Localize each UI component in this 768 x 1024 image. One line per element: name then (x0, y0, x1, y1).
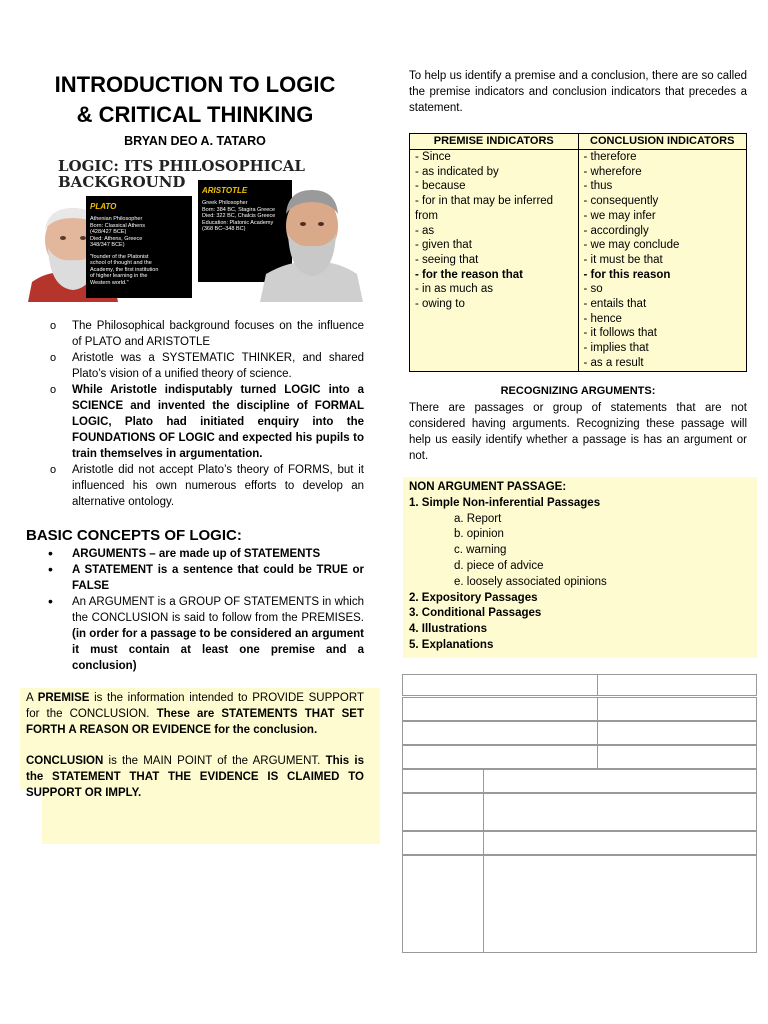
plato-info-line: 348/347 BCE) (90, 242, 125, 248)
premise-indicators-header: PREMISE INDICATORS (410, 134, 579, 150)
premise-indicator: - given that (415, 239, 472, 252)
banner-title-line-1: LOGIC: ITS PHILOSOPHICAL (58, 157, 305, 175)
conclusion-indicator: - we may infer (583, 209, 656, 222)
indicators-table (409, 133, 747, 372)
conclusion-indicators-cell (578, 150, 747, 372)
aristotle-name: ARISTOTLE (202, 186, 248, 195)
conclusion-text: is the MAIN POINT of the ARGUMENT. (103, 755, 326, 767)
non-argument-heading: NON ARGUMENT PASSAGE: (409, 481, 567, 493)
conclusion-definition (26, 753, 364, 801)
conclusion-indicator: - so (583, 283, 603, 296)
premise-indicator: - as (415, 224, 435, 237)
conclusion-indicator: - hence (583, 312, 622, 325)
list-item: 1. Simple Non-inferential Passages (409, 496, 601, 509)
title-line-2: & CRITICAL THINKING (76, 102, 314, 127)
conclusion-emphasis: This is the STATEMENT THAT THE EVIDENCE IS CLAIMED TO SUPPORT OR IMPLY. (26, 755, 364, 799)
sub-list-item: c. warning (454, 544, 507, 557)
banner-title-line-2: BACKGROUND (58, 173, 186, 191)
philosophers-banner-image (28, 152, 363, 302)
list-item: 2. Expository Passages (409, 591, 538, 604)
aristotle-info-line: Died: 322 BC, Chalcis Greece (202, 213, 276, 219)
page-title (30, 70, 360, 130)
premise-indicator: - in as much as (415, 283, 493, 296)
table-cell (597, 745, 757, 769)
bullet-icon: • (48, 593, 53, 609)
plato-info-line: Died: Athens, Greece (90, 235, 143, 242)
list-item (30, 562, 364, 594)
table-cell (483, 831, 757, 855)
empty-table-grid (400, 672, 758, 955)
table-cell (483, 855, 757, 953)
premise-definition (26, 690, 364, 738)
recognizing-arguments-heading: RECOGNIZING ARGUMENTS: (500, 385, 656, 397)
aristotle-info-line: (368 BC–348 BC) (202, 226, 246, 232)
conclusion-indicator: - consequently (583, 195, 659, 208)
list-item-text: ARGUMENTS – are made up of STATEMENTS (72, 548, 321, 560)
plato-info-line: school of thought and the (90, 260, 152, 266)
table-cell (597, 697, 757, 721)
bullet-icon: • (48, 545, 53, 561)
premise-indicator: - Since (415, 151, 451, 163)
list-item-text: Aristotle was a SYSTEMATIC THINKER, and shared Plato’s vision of a unified theory of science. (72, 352, 364, 380)
conclusion-indicator: - wherefore (583, 165, 642, 178)
plato-info-line: "founder of the Platonist (90, 253, 149, 260)
list-item-text: is a sentence that could be TRUE or FALSE (72, 564, 364, 592)
circle-bullet-icon: o (50, 464, 57, 476)
circle-bullet-icon: o (50, 384, 57, 396)
plato-info-card (86, 196, 192, 298)
plato-info-line: Athenian Philosopher (90, 216, 143, 222)
table-cell (402, 674, 598, 696)
premise-indicator: - for in that may be inferred from (415, 195, 554, 222)
basic-concepts-heading: BASIC CONCEPTS OF LOGIC: (26, 527, 242, 544)
conclusion-indicator: - we may conclude (583, 239, 680, 252)
plato-info-line: Born: Classical Athens (90, 222, 146, 229)
list-item-text: An ARGUMENT is a GROUP OF STATEMENTS in which the CONCLUSION is said to follow from the PREMISES. (72, 596, 364, 624)
basic-concepts-list (30, 546, 364, 674)
list-item (30, 546, 364, 562)
premise-indicator: - seeing that (415, 253, 479, 266)
premise-indicator: - for the reason that (415, 268, 523, 281)
list-item (30, 350, 364, 382)
sub-list-item: d. piece of advice (454, 559, 544, 572)
premise-indicator: - as indicated by (415, 165, 499, 178)
table-cell (483, 793, 757, 831)
list-item (30, 462, 364, 510)
table-cell (402, 793, 484, 831)
list-item-text: (in order for a passage to be considered an argument it must contain at least one premise and a conclusion) (72, 628, 364, 672)
plato-info-line: Western world." (90, 279, 129, 286)
plato-info-line: Academy, the first institution (90, 266, 159, 273)
list-item-text: While Aristotle indisputably turned LOGIC into a SCIENCE and invented the discipline of FORMAL LOGIC, Plato had initiated enquiry into the FOUNDATIONS OF LOGIC and expected his pupils to train themselves in argumentation. (72, 384, 364, 460)
plato-name: PLATO (90, 202, 117, 211)
conclusion-indicator: - implies that (583, 342, 649, 355)
table-cell (483, 769, 757, 793)
table-cell (402, 855, 484, 953)
list-item (30, 594, 364, 674)
aristotle-bust-image (260, 178, 363, 302)
title-line-1: INTRODUCTION TO LOGIC (54, 72, 336, 97)
conclusion-indicator: - thus (583, 180, 613, 193)
premise-text: is the information intended to PROVIDE SUPPORT for the CONCLUSION. (26, 692, 365, 720)
premise-term: PREMISE (37, 692, 90, 704)
plato-info-line: (428/427 BCE) (90, 229, 127, 235)
conclusion-indicators-header: CONCLUSION INDICATORS (578, 134, 747, 150)
conclusion-indicator: - as a result (583, 356, 644, 369)
table-cell (402, 831, 484, 855)
conclusion-indicator: - therefore (583, 151, 637, 163)
table-cell (402, 697, 598, 721)
author-name: BRYAN DEO A. TATARO (124, 134, 266, 148)
conclusion-indicator: - for this reason (583, 268, 671, 281)
circle-bullet-icon: o (50, 352, 57, 364)
table-cell (597, 674, 757, 696)
conclusion-indicator: - it follows that (583, 327, 657, 340)
list-item-text: Aristotle did not accept Plato’s theory of FORMS, but it influenced his own numerous efforts to develop an alternative ontology. (72, 464, 364, 508)
premise-emphasis: These are STATEMENTS THAT SET FORTH A REASON OR EVIDENCE for the conclusion. (26, 708, 364, 736)
bullet-icon: • (48, 561, 53, 577)
list-item-text: A STATEMENT (72, 564, 154, 576)
philosophical-background-list (30, 318, 364, 510)
premise-indicators-cell (410, 150, 579, 372)
list-item (30, 382, 364, 462)
non-argument-passage-list (409, 480, 749, 654)
recognizing-arguments-text: There are passages or group of statements that are not considered having arguments. Recognizing these passage will help us easily identify whether a passage is has an argument or not. (409, 402, 747, 462)
list-item-text: The Philosophical background focuses on the influence of PLATO and ARISTOTLE (72, 320, 364, 348)
table-cell (402, 745, 598, 769)
list-item: 5. Explanations (409, 638, 494, 651)
indicators-intro: To help us identify a premise and a conclusion, there are so called the premise indicators and conclusion indicators that precedes a statement. (409, 70, 747, 114)
aristotle-info-line: Education: Platonic Academy (202, 219, 274, 226)
table-cell (402, 721, 598, 745)
plato-info-line: of higher learning in the (90, 273, 148, 279)
premise-indicator: - owing to (415, 298, 465, 311)
conclusion-indicator: - accordingly (583, 224, 649, 237)
sub-list-item: b. opinion (454, 528, 504, 541)
premise-indicator: - because (415, 180, 466, 193)
conclusion-indicator: - it must be that (583, 253, 663, 266)
aristotle-info-line: Greek Philosopher (202, 200, 248, 206)
circle-bullet-icon: o (50, 320, 57, 332)
sub-list-item: e. loosely associated opinions (454, 575, 607, 588)
list-item (30, 318, 364, 350)
conclusion-term: CONCLUSION (26, 755, 104, 767)
table-cell (597, 721, 757, 745)
conclusion-indicator: - entails that (583, 298, 647, 311)
sub-list-item: a. Report (454, 512, 502, 525)
aristotle-info-line: Born: 384 BC, Stagira Greece (202, 206, 276, 213)
list-item: 4. Illustrations (409, 623, 487, 636)
table-cell (402, 769, 484, 793)
list-item: 3. Conditional Passages (409, 607, 542, 620)
premise-text: A (26, 692, 38, 704)
